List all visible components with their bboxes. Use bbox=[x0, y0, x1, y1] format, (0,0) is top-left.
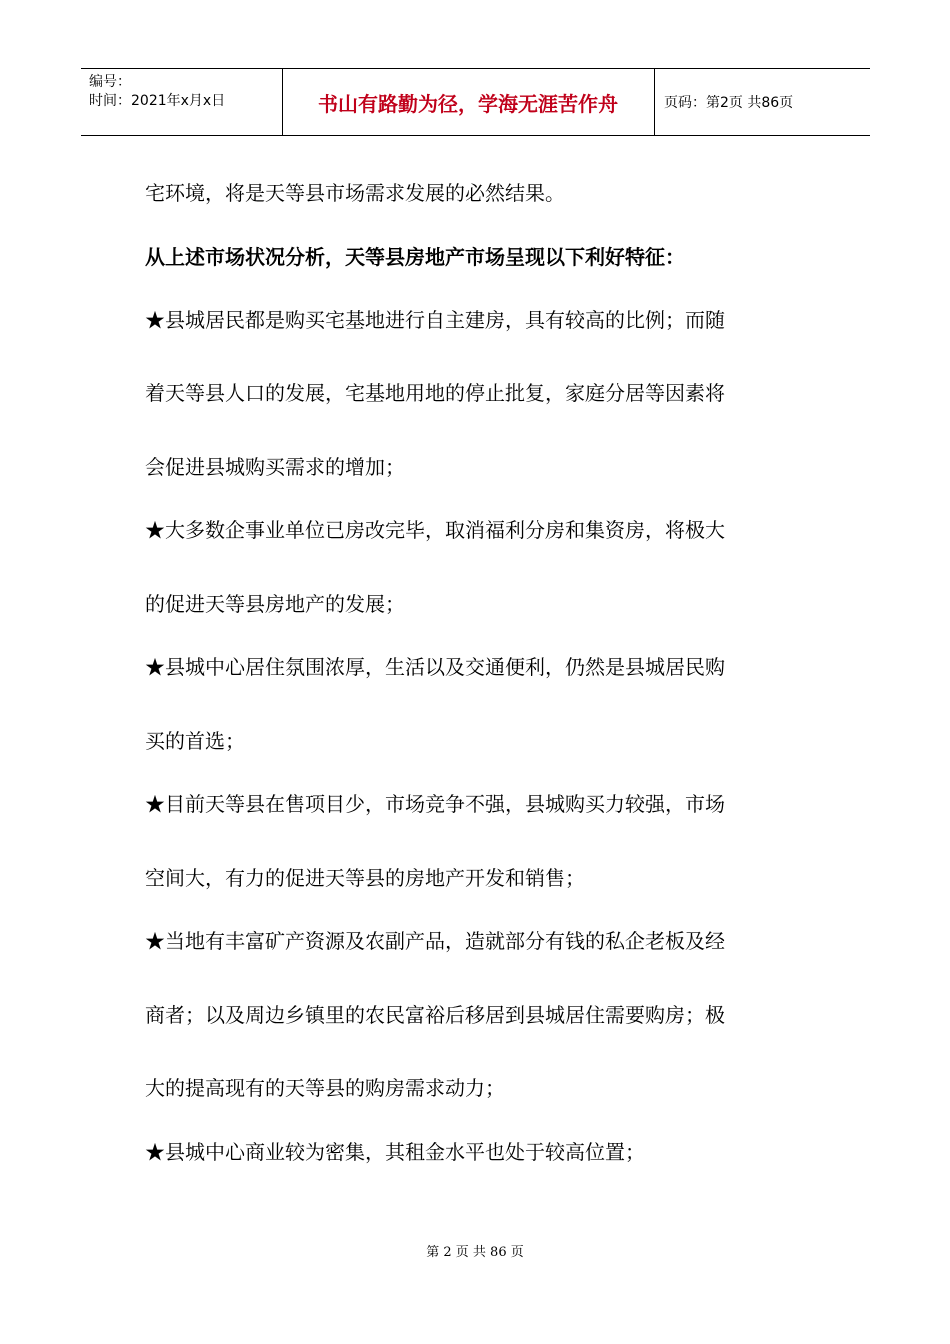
header-motto: 书山有路勤为径，学海无涯苦作舟 bbox=[318, 92, 618, 116]
body-line: 着天等县人口的发展，宅基地用地的停止批复，家庭分居等因素将 bbox=[145, 381, 725, 405]
body-line-heading: 从上述市场状况分析，天等县房地产市场呈现以下利好特征： bbox=[145, 245, 685, 269]
body-line: ★县城居民都是购买宅基地进行自主建房，具有较高的比例；而随 bbox=[145, 308, 725, 332]
body-line: 大的提高现有的天等县的购房需求动力； bbox=[145, 1076, 505, 1100]
body-line: ★目前天等县在售项目少，市场竞争不强，县城购买力较强，市场 bbox=[145, 792, 725, 816]
body-line: ★大多数企事业单位已房改完毕，取消福利分房和集资房，将极大 bbox=[145, 518, 725, 542]
document-time-label: 时间：2021年x月x日 bbox=[89, 93, 226, 109]
page-header bbox=[81, 68, 870, 136]
header-left-cell bbox=[81, 69, 283, 135]
body-line: ★当地有丰富矿产资源及农副产品，造就部分有钱的私企老板及经 bbox=[145, 929, 725, 953]
page-footer: 第 2 页 共 86 页 bbox=[426, 1245, 524, 1260]
body-line: ★县城中心商业较为密集，其租金水平也处于较高位置； bbox=[145, 1140, 645, 1164]
body-line: 空间大，有力的促进天等县的房地产开发和销售； bbox=[145, 866, 585, 890]
document-number-label: 编号： bbox=[89, 74, 131, 90]
body-line: ★县城中心居住氛围浓厚，生活以及交通便利，仍然是县城居民购 bbox=[145, 655, 725, 679]
header-right-cell bbox=[654, 69, 870, 135]
body-line: 买的首选； bbox=[145, 729, 245, 753]
body-line: 会促进县城购买需求的增加； bbox=[145, 455, 405, 479]
header-page-info: 页码：第2页 共86页 bbox=[664, 95, 794, 111]
body-line: 宅环境，将是天等县市场需求发展的必然结果。 bbox=[145, 181, 565, 205]
header-middle-cell bbox=[282, 69, 655, 135]
body-line: 的促进天等县房地产的发展； bbox=[145, 592, 405, 616]
body-line: 商者；以及周边乡镇里的农民富裕后移居到县城居住需要购房；极 bbox=[145, 1003, 725, 1027]
